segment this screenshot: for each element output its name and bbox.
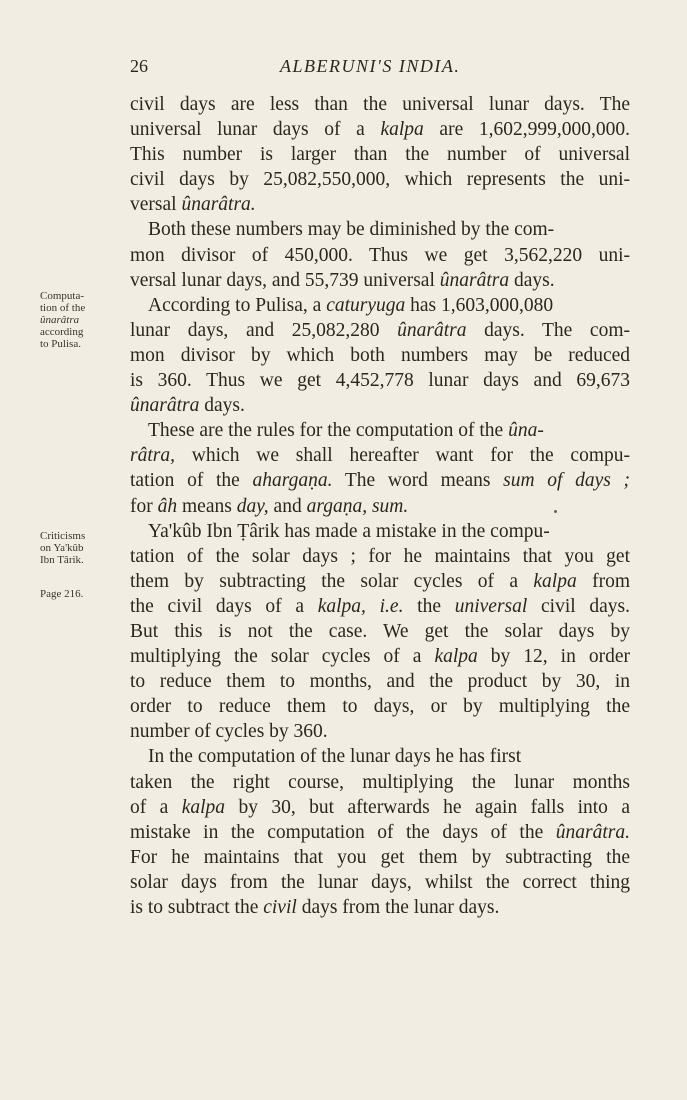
margin-notes	[40, 0, 120, 1100]
text-line: is 360. Thus we get 4,452,778 lunar days and 69,673	[130, 370, 630, 392]
margin-note-line: tion of the	[40, 302, 86, 314]
margin-note-line: on Ya'kûb	[40, 542, 84, 554]
text-line: mistake in the computation of the days of the ûnarâtra.	[130, 821, 630, 843]
paragraph	[130, 744, 630, 920]
paragraph	[130, 418, 630, 518]
text-line: For he maintains that you get them by subtracting the	[130, 846, 630, 868]
margin-note-criticisms	[40, 530, 120, 566]
text-line: them by subtracting the solar cycles of a kalpa from	[130, 570, 631, 592]
text-line: versal ûnarâtra.	[130, 194, 256, 216]
running-title: ALBERUNI'S INDIA.	[280, 56, 461, 76]
margin-note-line: Criticisms	[40, 530, 86, 542]
margin-note-pulisa	[40, 290, 120, 350]
text-line: mon divisor of 450,000. Thus we get 3,562,220 uni-	[130, 244, 630, 266]
text-line: civil days by 25,082,550,000, which represents the uni-	[130, 169, 630, 191]
text-line: tation of the solar days ; for he maintains that you get	[130, 545, 630, 567]
text-line: solar days from the lunar days, whilst the correct thing	[130, 871, 630, 893]
text-line: This number is larger than the number of universal	[130, 144, 630, 166]
margin-note-page-ref	[40, 588, 120, 600]
text-line: the civil days of a kalpa, i.e. the universal civil days.	[130, 595, 631, 617]
text-line: râtra, which we shall hereafter want for the compu-	[130, 445, 630, 467]
text-line: order to reduce them to days, or by multiplying the	[130, 696, 630, 718]
margin-note-line: Page 216.	[40, 588, 84, 600]
paragraph	[130, 217, 630, 292]
text-line: lunar days, and 25,082,280 ûnarâtra days. The com-	[130, 319, 630, 341]
paragraph	[130, 92, 630, 217]
text-line: multiplying the solar cycles of a kalpa by 12, in order	[130, 646, 631, 668]
running-head	[130, 56, 630, 82]
print-speck	[554, 510, 557, 513]
text-line: universal lunar days of a kalpa are 1,602,999,000,000.	[130, 119, 630, 141]
margin-note-line: Computa-	[40, 290, 84, 302]
text-line: But this is not the case. We get the solar days by	[130, 620, 630, 642]
text-line: mon divisor by which both numbers may be reduced	[130, 344, 630, 366]
margin-note-line: Ibn Târik.	[40, 554, 84, 566]
text-line: These are the rules for the computation of the ûna-	[148, 420, 544, 442]
paragraph	[130, 519, 630, 745]
paragraph	[130, 293, 630, 418]
text-line: taken the right course, multiplying the lunar months	[130, 771, 630, 793]
page-number: 26	[130, 56, 148, 76]
text-line: versal lunar days, and 55,739 universal ûnarâtra days.	[130, 269, 555, 291]
text-line: tation of the ahargaṇa. The word means sum of days ;	[130, 470, 630, 492]
text-line: According to Pulisa, a caturyuga has 1,603,000,080	[148, 294, 554, 316]
text-line: ûnarâtra days.	[130, 395, 245, 417]
text-line: In the computation of the lunar days he has first	[148, 746, 522, 768]
body-text	[130, 92, 630, 920]
text-line: Ya'kûb Ibn Ṭârik has made a mistake in the compu-	[148, 520, 550, 542]
text-line: Both these numbers may be diminished by the com-	[148, 219, 555, 241]
text-line: for âh means day, and argaṇa, sum.	[130, 495, 409, 517]
text-line: is to subtract the civil days from the lunar days.	[130, 897, 500, 918]
text-line: to reduce them to months, and the product by 30, in	[130, 671, 630, 693]
margin-note-line: to Pulisa.	[40, 338, 81, 350]
margin-note-line: ûnarâtra	[40, 314, 80, 326]
text-line: of a kalpa by 30, but afterwards he again falls into a	[130, 796, 630, 818]
text-line: civil days are less than the universal lunar days. The	[130, 94, 630, 115]
text-line: number of cycles by 360.	[130, 721, 328, 743]
margin-note-line: according	[40, 326, 84, 338]
